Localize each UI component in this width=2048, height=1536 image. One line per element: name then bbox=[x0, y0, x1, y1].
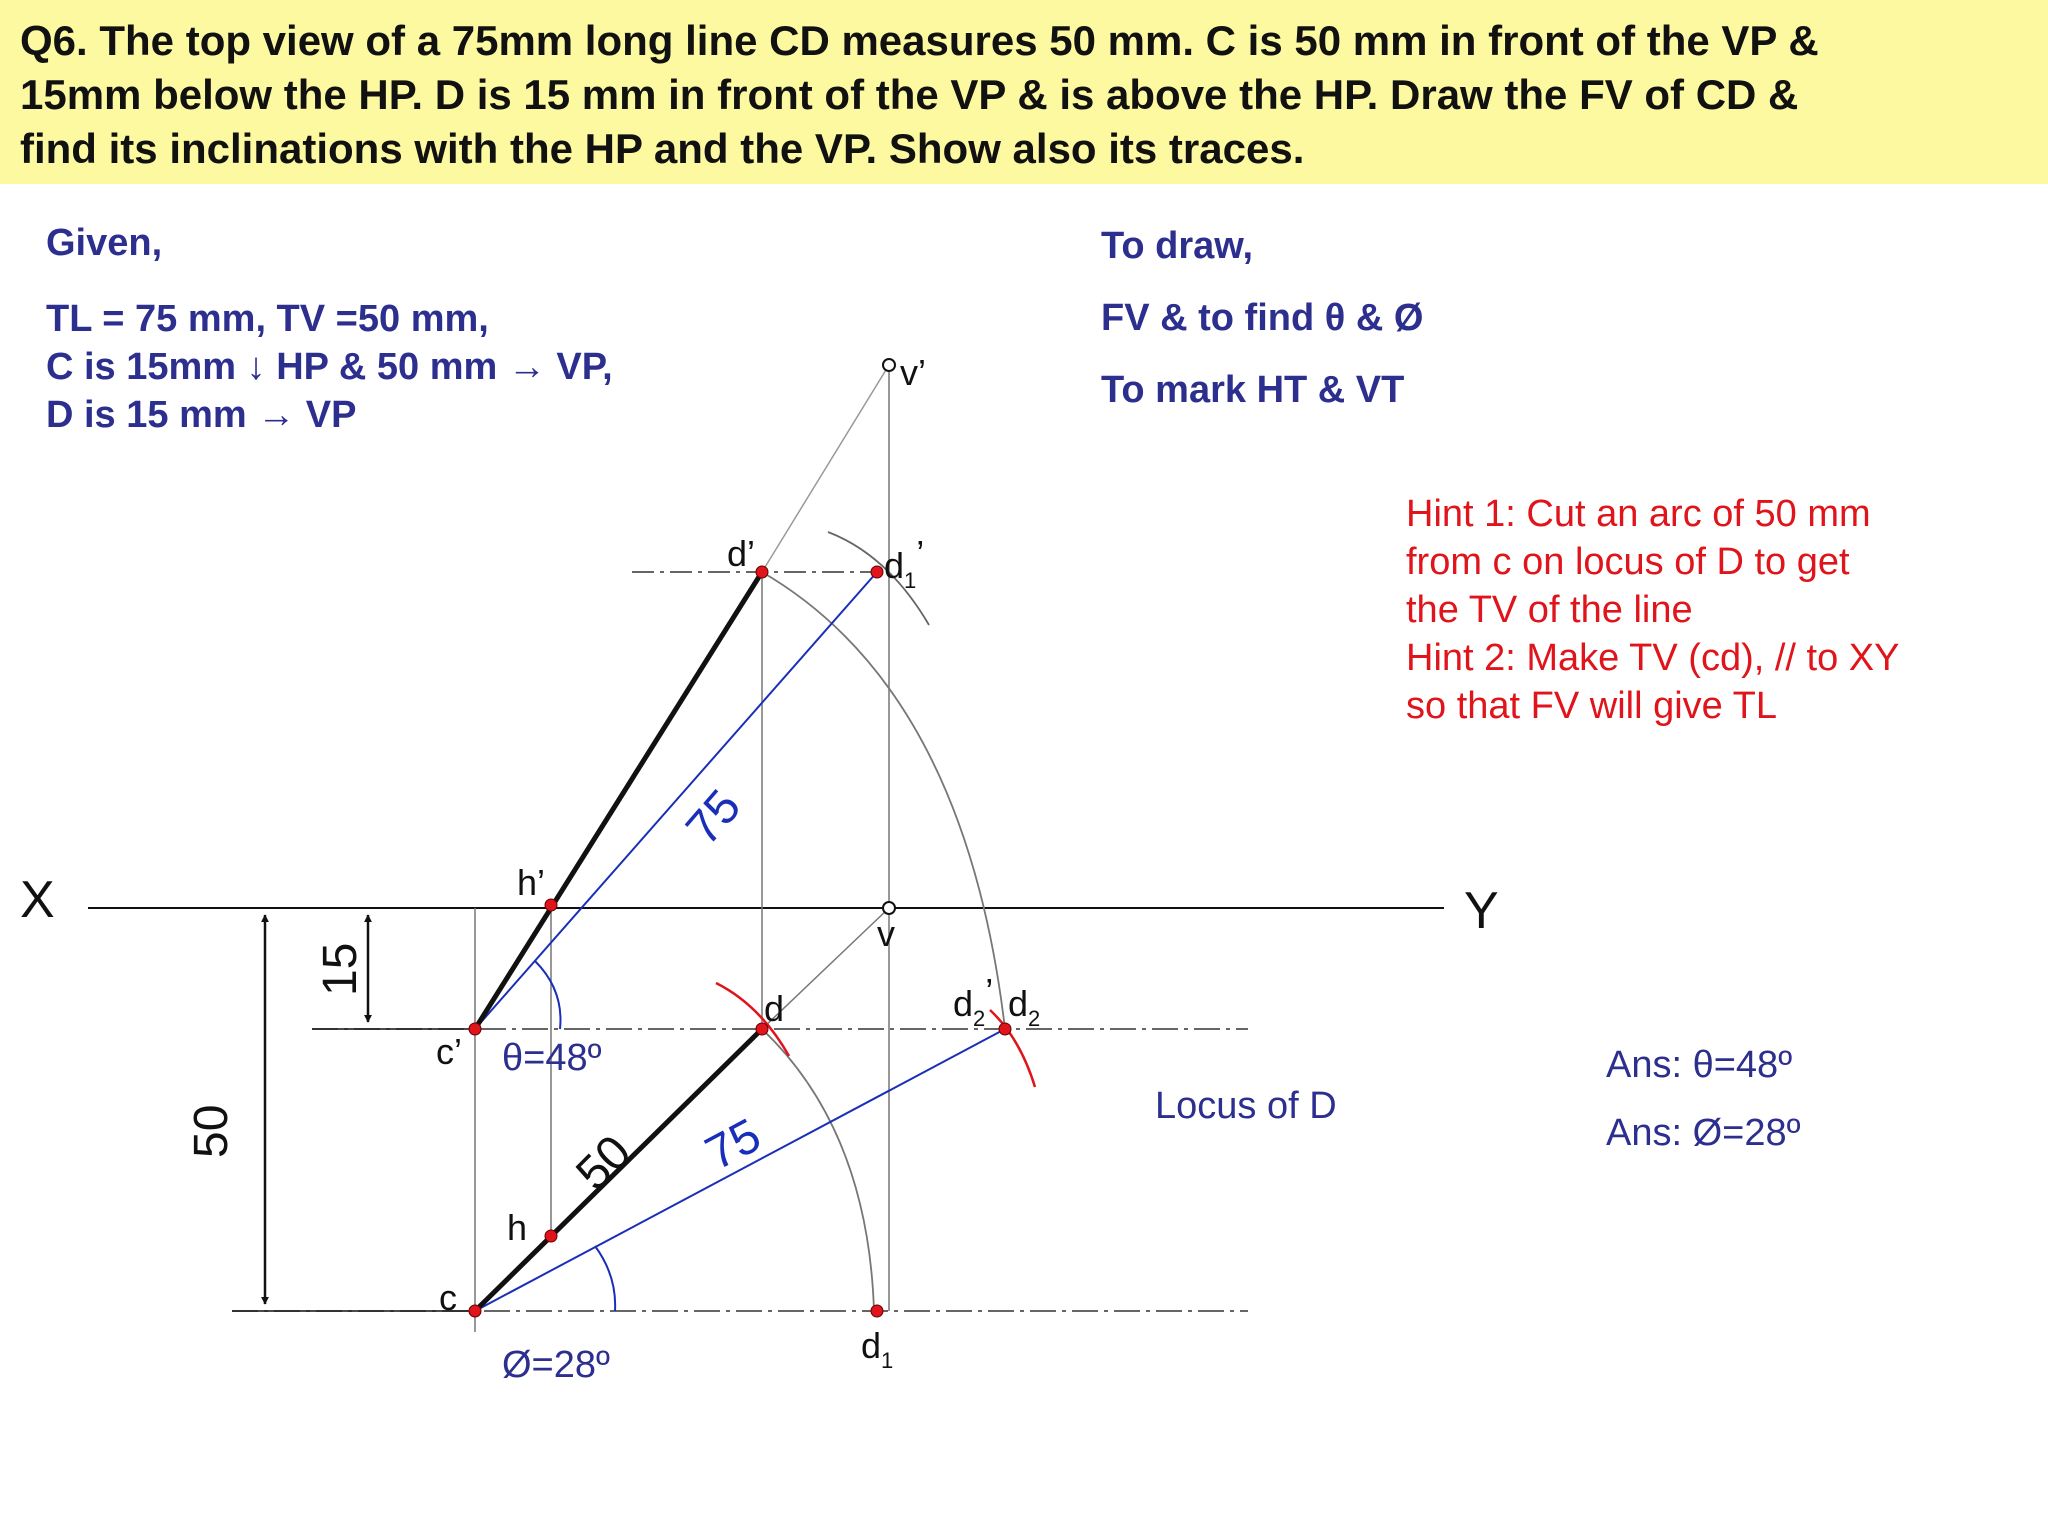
label-h: h bbox=[507, 1207, 528, 1248]
to-draw-line-1: FV & to find θ & Ø bbox=[1101, 297, 1424, 339]
given-line-1: TL = 75 mm, TV =50 mm, bbox=[46, 298, 489, 340]
question-line-2: 15mm below the HP. D is 15 mm in front of the VP & is above the HP. Draw the FV of CD & bbox=[20, 71, 1799, 118]
label-d2-prime-mark: ’ bbox=[985, 971, 994, 1012]
dim-15-label: 15 bbox=[314, 942, 367, 996]
label-c: c bbox=[439, 1277, 457, 1318]
label-c-prime: c’ bbox=[436, 1031, 462, 1072]
label-d1-main: d bbox=[861, 1325, 882, 1366]
phi-angle-arc bbox=[595, 1246, 615, 1311]
tl-front-label: 75 bbox=[676, 780, 752, 856]
label-d-prime: d’ bbox=[727, 533, 756, 574]
tl-top-label: 75 bbox=[697, 1108, 770, 1181]
to-draw-line-2: To mark HT & VT bbox=[1101, 369, 1405, 411]
theta-label: θ=48º bbox=[502, 1037, 602, 1079]
label-d1-prime-main: d bbox=[884, 545, 905, 586]
label-d1-sub: 1 bbox=[881, 1348, 894, 1373]
rotation-arc-top bbox=[762, 1029, 874, 1311]
given-line-2: C is 15mm ↓ HP & 50 mm → VP, bbox=[46, 346, 613, 388]
point-d-prime bbox=[756, 566, 768, 578]
point-d1-prime bbox=[871, 566, 883, 578]
label-h-prime: h’ bbox=[517, 862, 546, 903]
label-d1 bbox=[861, 1325, 893, 1373]
point-c-prime bbox=[469, 1023, 481, 1035]
label-d: d bbox=[764, 988, 785, 1029]
label-d2-main: d bbox=[1008, 983, 1029, 1024]
label-d2-prime bbox=[953, 971, 993, 1031]
question-line-3: find its inclinations with the HP and the VP. Show also its traces. bbox=[20, 125, 1305, 172]
true-length-front-line bbox=[475, 572, 877, 1029]
label-d2-sub: 2 bbox=[1028, 1006, 1041, 1031]
answer-phi: Ans: Ø=28º bbox=[1606, 1112, 1801, 1154]
label-d2-prime-main: d bbox=[953, 983, 974, 1024]
dim-50-label: 50 bbox=[185, 1104, 238, 1158]
label-d1-prime-mark: ’ bbox=[916, 533, 925, 574]
locus-vt-line bbox=[762, 365, 889, 572]
hint-line-5: so that FV will give TL bbox=[1406, 685, 1778, 727]
label-d1-prime bbox=[884, 533, 924, 593]
answer-theta: Ans: θ=48º bbox=[1606, 1044, 1793, 1086]
point-v-prime bbox=[883, 359, 895, 371]
point-h bbox=[545, 1230, 557, 1242]
point-h-prime bbox=[545, 899, 557, 911]
label-v: v bbox=[877, 913, 895, 954]
given-line-3: D is 15 mm → VP bbox=[46, 394, 357, 436]
hint-line-3: the TV of the line bbox=[1406, 589, 1693, 631]
rotation-arc-front bbox=[762, 572, 1005, 1029]
phi-label: Ø=28º bbox=[502, 1344, 610, 1386]
point-c bbox=[469, 1305, 481, 1317]
label-d2 bbox=[1008, 983, 1040, 1031]
label-v-prime: v’ bbox=[900, 352, 926, 393]
axis-label-y: Y bbox=[1464, 882, 1499, 940]
hint-line-4: Hint 2: Make TV (cd), // to XY bbox=[1406, 637, 1900, 679]
to-draw-heading: To draw, bbox=[1101, 225, 1253, 267]
hint-line-1: Hint 1: Cut an arc of 50 mm bbox=[1406, 493, 1871, 535]
tv-length-label: 50 bbox=[566, 1125, 642, 1201]
given-heading: Given, bbox=[46, 222, 163, 264]
locus-of-d-label: Locus of D bbox=[1155, 1085, 1337, 1127]
label-d2-prime-sub: 2 bbox=[973, 1006, 986, 1031]
question-line-1: Q6. The top view of a 75mm long line CD measures 50 mm. C is 50 mm in front of the VP & bbox=[20, 17, 1819, 64]
label-d1-prime-sub: 1 bbox=[904, 568, 917, 593]
axis-label-x: X bbox=[20, 871, 55, 929]
point-d1 bbox=[871, 1305, 883, 1317]
point-d2 bbox=[999, 1023, 1011, 1035]
hint-line-2: from c on locus of D to get bbox=[1406, 541, 1850, 583]
theta-angle-arc bbox=[535, 961, 560, 1029]
